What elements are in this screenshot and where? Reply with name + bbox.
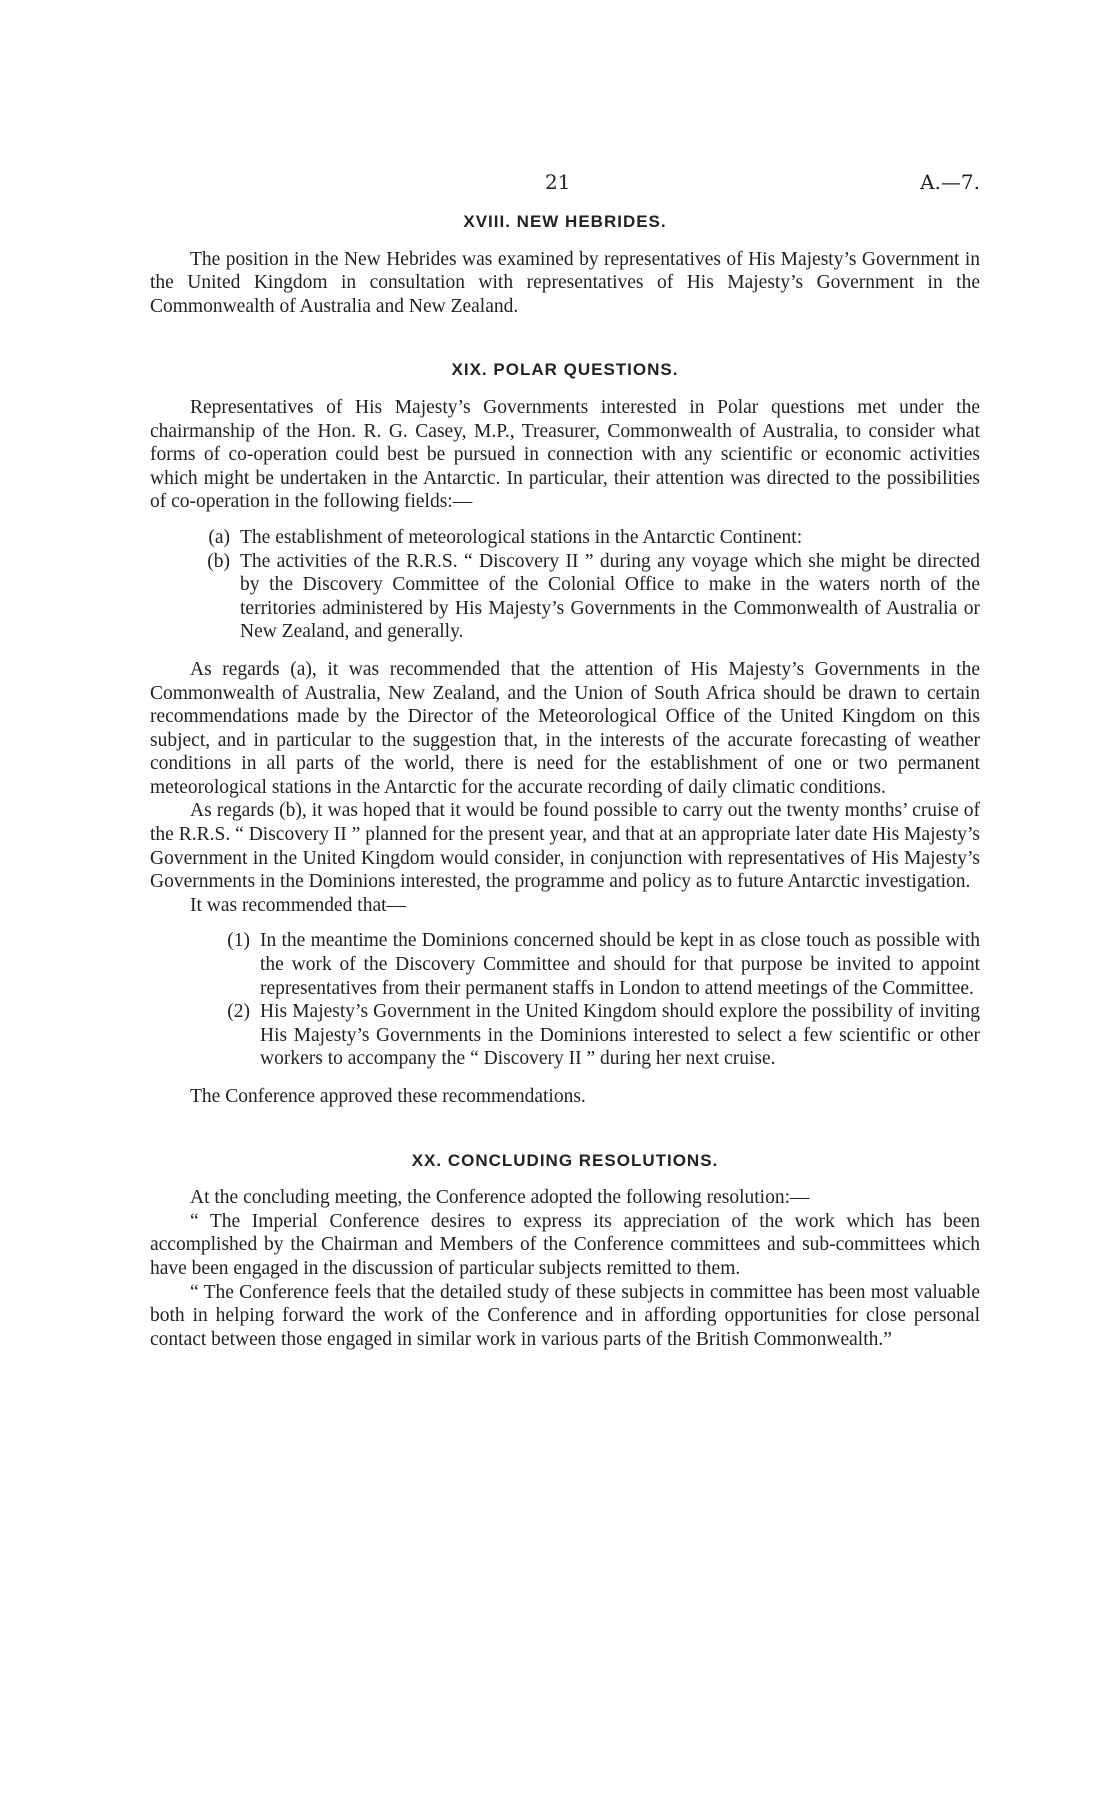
list-item-text: The establishment of meteorological stations in the Antarctic Continent: [240, 526, 803, 548]
paragraph: Representatives of His Majesty’s Governments interested in Polar questions met under the chairmanship of the Hon. R. G. Casey, M.P., Treasurer, Commonwealth of Australia, to consider what forms of co-operation could best be pursued in connection with any scientific or economic activities which might be undertaken in the Antarctic. In particular, their attention was directed to the possibilities of co-operation in the following fields:— [150, 396, 980, 513]
section-new-hebrides [150, 210, 980, 318]
section-polar-questions [150, 358, 980, 1108]
list-marker: (2) [227, 1001, 250, 1023]
section-heading: XX. CONCLUDING RESOLUTIONS. [411, 1150, 719, 1170]
list-item-text: In the meantime the Dominions concerned should be kept in as close touch as possible with the work of the Discovery Committee and should for that purpose be invited to appoint representatives from their permanent staffs in London to attend meetings of the Committee. [260, 930, 980, 999]
paragraph: “ The Imperial Conference desires to express its appreciation of the work which has been accomplished by the Chairman and Members of the Conference committees and sub-committees which have been engaged in the discussion of particular subjects remitted to them. [150, 1210, 980, 1279]
paragraph: “ The Conference feels that the detailed study of these subjects in committee has been most valuable both in helping forward the work of the Conference and in affording opportunities for close personal contact between those engaged in similar work in various parts of the British Commonwealth.” [150, 1281, 980, 1350]
section-heading: XVIII. NEW HEBRIDES. [463, 212, 667, 231]
list-item-text: His Majesty’s Government in the United Kingdom should explore the possibility of inviting His Majesty’s Governments in the Dominions interested to select a few scientific or other workers to accompany the “ Discovery II ” during her next cruise. [260, 1001, 980, 1070]
paragraph: The Conference approved these recommendations. [190, 1086, 586, 1107]
list-item [150, 929, 980, 1000]
page-header [150, 170, 980, 200]
section-concluding-resolutions [150, 1149, 980, 1352]
fields-list [150, 526, 980, 644]
paragraph: At the concluding meeting, the Conference adopted the following resolution:— [190, 1187, 810, 1209]
paragraph: The position in the New Hebrides was examined by representatives of His Majesty’s Government in the United Kingdom in consultation with representatives of His Majesty’s Government in the Commonwealth of Australia and New Zealand. [150, 248, 980, 317]
list-item [150, 1000, 980, 1071]
page-number: 21 [545, 170, 571, 194]
paragraph: It was recommended that— [190, 894, 407, 916]
paragraph: As regards (b), it was hoped that it would be found possible to carry out the twenty months’ cruise of the R.R.S. “ Discovery II ” planned for the present year, and that at an appropriate later date His Majesty’s Government in the United Kingdom would consider, in conjunction with representatives of His Majesty’s Governments in the Dominions interested, the programme and policy as to future Antarctic investigation. [150, 800, 980, 893]
section-heading: XIX. POLAR QUESTIONS. [451, 360, 679, 380]
list-item-text: The activities of the R.R.S. “ Discovery II ” during any voyage which she might be directed by the Discovery Committee of the Colonial Office to make in the waters north of the territories administered by His Majesty’s Governments in the Commonwealth of Australia or New Zealand, and generally. [240, 550, 980, 643]
page-content [150, 210, 980, 1391]
list-item [150, 526, 980, 550]
list-marker: (a) [208, 526, 230, 548]
list-item [150, 550, 980, 644]
paragraph: As regards (a), it was recommended that the attention of His Majesty’s Governments in the Commonwealth of Australia, New Zealand, and the Union of South Africa should be drawn to certain recommendations made by the Director of the Meteorological Office of the United Kingdom on this subject, and in particular to the suggestion that, in the interests of the accurate forecasting of weather conditions in all parts of the world, there is need for the establishment of one or two permanent meteorological stations in the Antarctic for the accurate recording of daily climatic conditions. [150, 658, 980, 798]
recommendations-list [150, 929, 980, 1071]
document-reference: A.—7. [920, 170, 980, 194]
list-marker: (b) [207, 550, 230, 572]
list-marker: (1) [227, 930, 250, 952]
